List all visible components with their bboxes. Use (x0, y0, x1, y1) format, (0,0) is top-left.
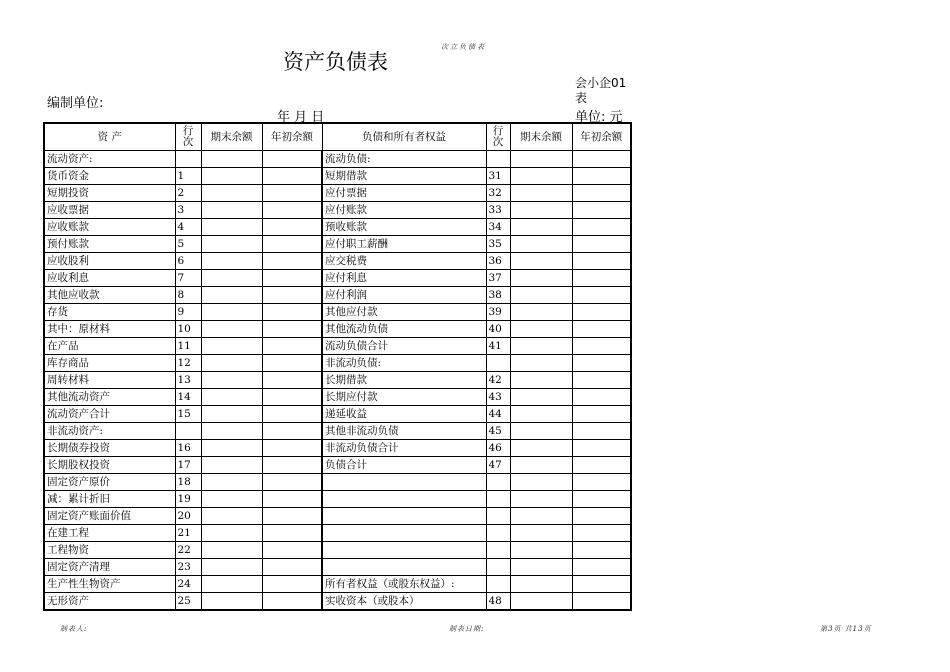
liability-end-balance (510, 355, 572, 372)
asset-begin-balance (262, 508, 322, 525)
header-end-balance-asset: 期末余额 (201, 123, 262, 151)
asset-line-no: 15 (175, 406, 201, 423)
liability-line-no: 38 (486, 287, 510, 304)
asset-begin-balance (262, 474, 322, 491)
asset-begin-balance (262, 423, 322, 440)
table-header-row (44, 123, 631, 151)
header-liability: 负债和所有者权益 (322, 123, 486, 151)
asset-item: 减：累计折旧 (44, 491, 175, 508)
asset-line-no: 13 (175, 372, 201, 389)
asset-begin-balance (262, 542, 322, 559)
asset-item: 固定资产原价 (44, 474, 175, 491)
asset-end-balance (201, 236, 262, 253)
asset-end-balance (201, 542, 262, 559)
asset-line-no: 14 (175, 389, 201, 406)
table-row (44, 151, 631, 168)
asset-item: 其他应收款 (44, 287, 175, 304)
footer-preparer: 制表人: (60, 625, 88, 633)
asset-item: 在产品 (44, 338, 175, 355)
asset-begin-balance (262, 525, 322, 542)
asset-begin-balance (262, 236, 322, 253)
header-line-no-1: 行 (182, 125, 194, 137)
asset-end-balance (201, 219, 262, 236)
liability-begin-balance (572, 389, 631, 406)
liability-line-no: 42 (486, 372, 510, 389)
liability-begin-balance (572, 525, 631, 542)
asset-item: 存货 (44, 304, 175, 321)
asset-item: 流动资产合计 (44, 406, 175, 423)
footer-page: 第3页 共13页 (820, 625, 872, 633)
asset-line-no: 18 (175, 474, 201, 491)
liability-line-no (486, 355, 510, 372)
liability-end-balance (510, 525, 572, 542)
asset-line-no: 19 (175, 491, 201, 508)
liability-item: 应交税费 (322, 253, 486, 270)
liability-end-balance (510, 508, 572, 525)
liability-end-balance (510, 270, 572, 287)
table-row (44, 185, 631, 202)
reporting-unit-label: 编制单位: (47, 96, 104, 111)
table-row (44, 372, 631, 389)
liability-begin-balance (572, 559, 631, 576)
table-row (44, 270, 631, 287)
liability-item: 应付票据 (322, 185, 486, 202)
asset-end-balance (201, 304, 262, 321)
asset-item: 工程物资 (44, 542, 175, 559)
header-line-no-2: 次 (182, 136, 194, 148)
asset-item: 生产性生物资产 (44, 576, 175, 593)
liability-item: 其他流动负债 (322, 321, 486, 338)
asset-begin-balance (262, 321, 322, 338)
asset-line-no (175, 151, 201, 168)
liability-item: 其他应付款 (322, 304, 486, 321)
table-row (44, 576, 631, 593)
liability-end-balance (510, 151, 572, 168)
asset-line-no: 6 (175, 253, 201, 270)
header-end-balance-liability: 期末余额 (510, 123, 572, 151)
liability-line-no: 46 (486, 440, 510, 457)
asset-begin-balance (262, 219, 322, 236)
liability-begin-balance (572, 185, 631, 202)
asset-item: 无形资产 (44, 593, 175, 611)
liability-line-no: 35 (486, 236, 510, 253)
liability-line-no (486, 576, 510, 593)
table-row (44, 236, 631, 253)
liability-begin-balance (572, 440, 631, 457)
asset-end-balance (201, 372, 262, 389)
asset-begin-balance (262, 185, 322, 202)
header-line-no-1: 行 (492, 125, 504, 137)
asset-item: 应收利息 (44, 270, 175, 287)
asset-line-no: 25 (175, 593, 201, 611)
asset-begin-balance (262, 372, 322, 389)
table-row (44, 406, 631, 423)
asset-item: 其中：原材料 (44, 321, 175, 338)
table-row (44, 304, 631, 321)
asset-end-balance (201, 491, 262, 508)
header-begin-balance-liability: 年初余额 (572, 123, 631, 151)
form-code-line2: 表 (575, 91, 588, 105)
asset-item: 货币资金 (44, 168, 175, 185)
liability-item: 流动负债合计 (322, 338, 486, 355)
asset-item: 其他流动资产 (44, 389, 175, 406)
liability-end-balance (510, 236, 572, 253)
table-row (44, 389, 631, 406)
asset-end-balance (201, 185, 262, 202)
asset-begin-balance (262, 253, 322, 270)
asset-line-no: 1 (175, 168, 201, 185)
liability-begin-balance (572, 304, 631, 321)
liability-item: 预收账款 (322, 219, 486, 236)
liability-line-no (486, 474, 510, 491)
asset-line-no: 23 (175, 559, 201, 576)
footer-prepared-date: 制表日期: (449, 625, 485, 633)
liability-begin-balance (572, 593, 631, 611)
liability-begin-balance (572, 508, 631, 525)
liability-item: 长期应付款 (322, 389, 486, 406)
liability-begin-balance (572, 491, 631, 508)
asset-begin-balance (262, 168, 322, 185)
liability-end-balance (510, 202, 572, 219)
asset-line-no: 9 (175, 304, 201, 321)
table-row (44, 321, 631, 338)
asset-end-balance (201, 355, 262, 372)
liability-line-no: 43 (486, 389, 510, 406)
liability-end-balance (510, 253, 572, 270)
asset-end-balance (201, 474, 262, 491)
liability-begin-balance (572, 423, 631, 440)
table-row (44, 508, 631, 525)
liability-item (322, 559, 486, 576)
asset-begin-balance (262, 440, 322, 457)
liability-item (322, 525, 486, 542)
balance-sheet-table (43, 122, 632, 611)
asset-begin-balance (262, 491, 322, 508)
liability-end-balance (510, 559, 572, 576)
table-row (44, 440, 631, 457)
asset-line-no: 4 (175, 219, 201, 236)
liability-begin-balance (572, 355, 631, 372)
liability-end-balance (510, 168, 572, 185)
asset-item: 应收账款 (44, 219, 175, 236)
asset-begin-balance (262, 338, 322, 355)
liability-item: 应付利润 (322, 287, 486, 304)
liability-end-balance (510, 338, 572, 355)
liability-line-no: 32 (486, 185, 510, 202)
asset-begin-balance (262, 270, 322, 287)
asset-line-no: 5 (175, 236, 201, 253)
liability-item: 非流动负债: (322, 355, 486, 372)
asset-item: 库存商品 (44, 355, 175, 372)
liability-line-no: 33 (486, 202, 510, 219)
asset-item: 在建工程 (44, 525, 175, 542)
top-note: 次立负债表 (441, 43, 486, 51)
asset-end-balance (201, 525, 262, 542)
asset-end-balance (201, 389, 262, 406)
liability-begin-balance (572, 236, 631, 253)
liability-begin-balance (572, 168, 631, 185)
liability-end-balance (510, 185, 572, 202)
asset-item: 长期股权投资 (44, 457, 175, 474)
liability-line-no (486, 151, 510, 168)
asset-item: 流动资产: (44, 151, 175, 168)
liability-begin-balance (572, 372, 631, 389)
liability-line-no: 39 (486, 304, 510, 321)
liability-line-no: 44 (486, 406, 510, 423)
liability-end-balance (510, 406, 572, 423)
asset-line-no: 2 (175, 185, 201, 202)
table-row (44, 253, 631, 270)
liability-end-balance (510, 304, 572, 321)
asset-end-balance (201, 202, 262, 219)
liability-end-balance (510, 491, 572, 508)
liability-begin-balance (572, 202, 631, 219)
liability-item: 其他非流动负债 (322, 423, 486, 440)
liability-item: 负债合计 (322, 457, 486, 474)
liability-end-balance (510, 593, 572, 611)
asset-item: 应收票据 (44, 202, 175, 219)
asset-item: 应收股利 (44, 253, 175, 270)
asset-item: 周转材料 (44, 372, 175, 389)
liability-line-no (486, 542, 510, 559)
asset-line-no: 17 (175, 457, 201, 474)
table-row (44, 338, 631, 355)
liability-end-balance (510, 440, 572, 457)
liability-line-no: 48 (486, 593, 510, 611)
asset-end-balance (201, 253, 262, 270)
liability-item (322, 474, 486, 491)
liability-line-no: 37 (486, 270, 510, 287)
table-row (44, 525, 631, 542)
asset-begin-balance (262, 457, 322, 474)
asset-item: 短期投资 (44, 185, 175, 202)
asset-line-no: 10 (175, 321, 201, 338)
table-row (44, 593, 631, 611)
currency-unit-label: 单位: 元 (575, 110, 623, 125)
asset-begin-balance (262, 389, 322, 406)
liability-end-balance (510, 287, 572, 304)
table-row (44, 457, 631, 474)
asset-item: 固定资产账面价值 (44, 508, 175, 525)
asset-item: 非流动资产: (44, 423, 175, 440)
liability-begin-balance (572, 287, 631, 304)
table-row (44, 542, 631, 559)
asset-line-no: 22 (175, 542, 201, 559)
liability-line-no: 47 (486, 457, 510, 474)
asset-end-balance (201, 287, 262, 304)
table-row (44, 219, 631, 236)
asset-line-no: 8 (175, 287, 201, 304)
liability-item (322, 542, 486, 559)
table-row (44, 202, 631, 219)
liability-begin-balance (572, 474, 631, 491)
table-row (44, 168, 631, 185)
asset-begin-balance (262, 202, 322, 219)
liability-line-no: 34 (486, 219, 510, 236)
liability-begin-balance (572, 253, 631, 270)
asset-begin-balance (262, 559, 322, 576)
header-asset: 资 产 (44, 123, 175, 151)
table-body (44, 151, 631, 611)
liability-line-no: 36 (486, 253, 510, 270)
asset-item: 预付账款 (44, 236, 175, 253)
asset-line-no: 24 (175, 576, 201, 593)
liability-item: 流动负债: (322, 151, 486, 168)
table-row (44, 474, 631, 491)
asset-item: 固定资产清理 (44, 559, 175, 576)
liability-line-no (486, 491, 510, 508)
liability-begin-balance (572, 270, 631, 287)
asset-begin-balance (262, 287, 322, 304)
asset-end-balance (201, 168, 262, 185)
liability-line-no: 40 (486, 321, 510, 338)
asset-begin-balance (262, 593, 322, 611)
liability-item: 应付账款 (322, 202, 486, 219)
liability-line-no: 31 (486, 168, 510, 185)
table-row (44, 559, 631, 576)
page-title: 资产负债表 (283, 50, 388, 74)
asset-begin-balance (262, 576, 322, 593)
liability-item: 实收资本（或股本） (322, 593, 486, 611)
asset-begin-balance (262, 151, 322, 168)
table-row (44, 355, 631, 372)
asset-end-balance (201, 270, 262, 287)
header-line-no-asset (175, 123, 201, 151)
liability-end-balance (510, 219, 572, 236)
liability-line-no: 41 (486, 338, 510, 355)
liability-item (322, 508, 486, 525)
liability-item (322, 491, 486, 508)
liability-begin-balance (572, 151, 631, 168)
liability-end-balance (510, 542, 572, 559)
liability-item: 递延收益 (322, 406, 486, 423)
asset-line-no: 20 (175, 508, 201, 525)
liability-begin-balance (572, 542, 631, 559)
liability-begin-balance (572, 406, 631, 423)
liability-item: 长期借款 (322, 372, 486, 389)
asset-end-balance (201, 321, 262, 338)
table-row (44, 423, 631, 440)
liability-end-balance (510, 457, 572, 474)
header-begin-balance-asset: 年初余额 (262, 123, 322, 151)
asset-end-balance (201, 508, 262, 525)
asset-end-balance (201, 406, 262, 423)
liability-item: 非流动负债合计 (322, 440, 486, 457)
liability-end-balance (510, 474, 572, 491)
liability-line-no (486, 525, 510, 542)
asset-begin-balance (262, 304, 322, 321)
liability-end-balance (510, 576, 572, 593)
liability-begin-balance (572, 321, 631, 338)
liability-end-balance (510, 321, 572, 338)
report-date-label: 年 月 日 (277, 110, 325, 125)
asset-line-no: 11 (175, 338, 201, 355)
liability-end-balance (510, 372, 572, 389)
asset-end-balance (201, 151, 262, 168)
liability-line-no (486, 508, 510, 525)
liability-begin-balance (572, 338, 631, 355)
asset-end-balance (201, 440, 262, 457)
liability-item: 应付利息 (322, 270, 486, 287)
liability-begin-balance (572, 457, 631, 474)
header-line-no-liability (486, 123, 510, 151)
asset-line-no: 12 (175, 355, 201, 372)
asset-end-balance (201, 423, 262, 440)
asset-item: 长期债券投资 (44, 440, 175, 457)
liability-item: 应付职工薪酬 (322, 236, 486, 253)
liability-end-balance (510, 389, 572, 406)
liability-begin-balance (572, 219, 631, 236)
asset-end-balance (201, 593, 262, 611)
asset-end-balance (201, 576, 262, 593)
liability-line-no (486, 559, 510, 576)
asset-end-balance (201, 457, 262, 474)
liability-item: 短期借款 (322, 168, 486, 185)
liability-line-no: 45 (486, 423, 510, 440)
asset-begin-balance (262, 355, 322, 372)
asset-end-balance (201, 338, 262, 355)
asset-line-no: 16 (175, 440, 201, 457)
liability-end-balance (510, 423, 572, 440)
table-row (44, 287, 631, 304)
header-line-no-2: 次 (492, 136, 504, 148)
liability-item: 所有者权益（或股东权益）: (322, 576, 486, 593)
asset-line-no: 3 (175, 202, 201, 219)
form-code-line1: 会小企01 (575, 76, 627, 90)
asset-line-no: 7 (175, 270, 201, 287)
asset-line-no: 21 (175, 525, 201, 542)
liability-begin-balance (572, 576, 631, 593)
table-row (44, 491, 631, 508)
asset-line-no (175, 423, 201, 440)
asset-begin-balance (262, 406, 322, 423)
asset-end-balance (201, 559, 262, 576)
